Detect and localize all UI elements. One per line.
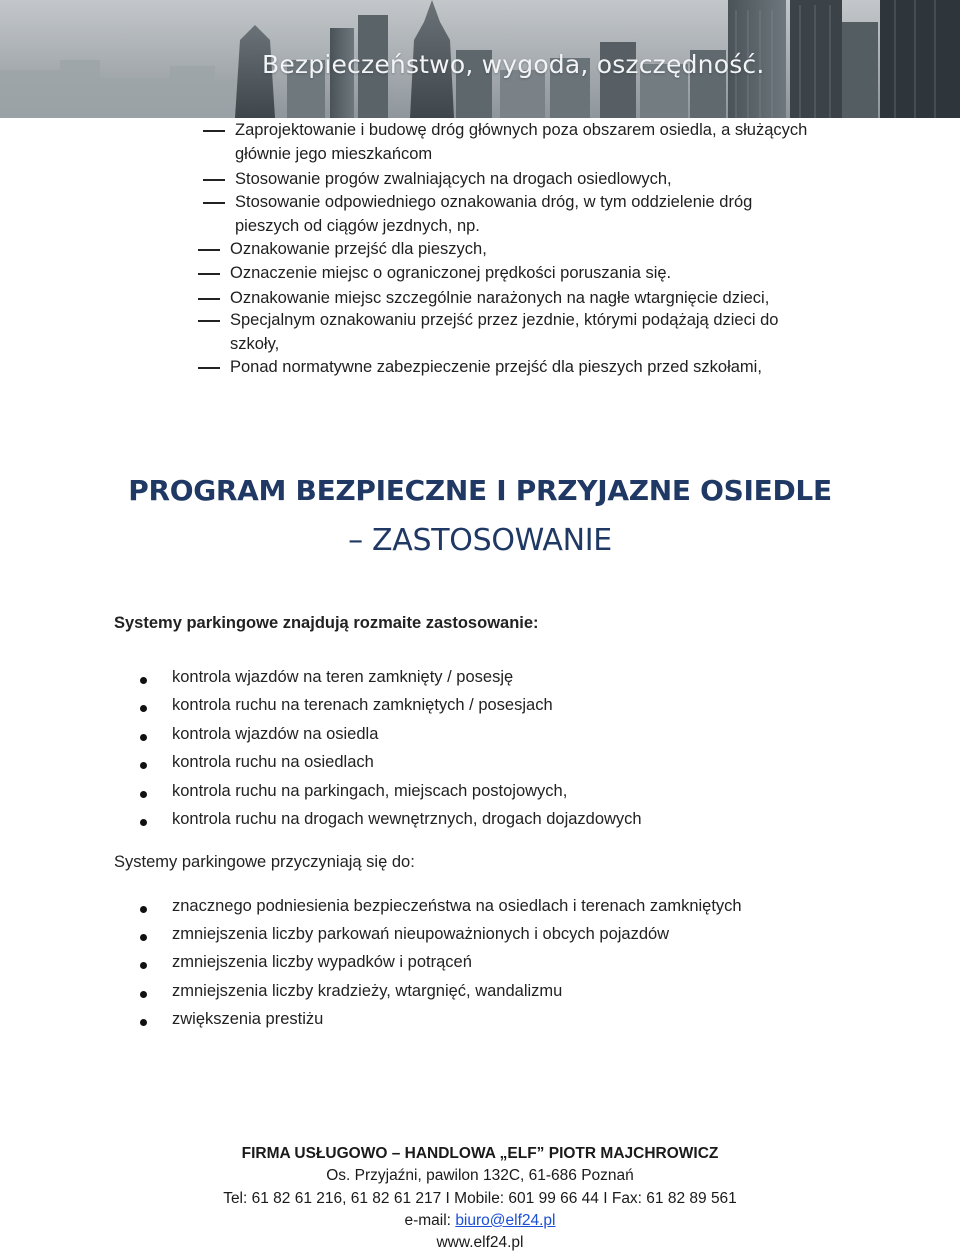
dash-bullet-icon bbox=[203, 130, 225, 132]
program-title bbox=[0, 466, 960, 566]
bullet-icon bbox=[140, 762, 147, 769]
list-item bbox=[0, 753, 960, 781]
list-item bbox=[0, 782, 960, 810]
list-item bbox=[0, 668, 960, 696]
list-item-text: kontrola ruchu na terenach zamkniętych / posesjach bbox=[172, 696, 553, 714]
bullet-icon bbox=[140, 991, 147, 998]
dash-bullet-icon bbox=[198, 298, 220, 300]
list-item-text: kontrola wjazdów na teren zamknięty / posesję bbox=[172, 668, 514, 686]
program-title-line1: PROGRAM BEZPIECZNE I PRZYJAZNE OSIEDLE bbox=[128, 474, 832, 507]
list-item bbox=[0, 897, 960, 925]
list-item bbox=[0, 1010, 960, 1038]
list-item-text: Oznaczenie miejsc o ograniczonej prędkości poruszania się. bbox=[230, 264, 672, 282]
list-item-text: kontrola ruchu na parkingach, miejscach postojowych, bbox=[172, 782, 568, 800]
company-email-line bbox=[0, 1210, 960, 1232]
applications-lead: Systemy parkingowe znajdują rozmaite zastosowanie: bbox=[114, 614, 539, 632]
list-item-text: Oznakowanie przejść dla pieszych, bbox=[230, 240, 487, 258]
dash-bullet-icon bbox=[203, 202, 225, 204]
header-banner bbox=[0, 0, 960, 118]
list-item-text: Ponad normatywne zabezpieczenie przejść dla pieszych przed szkołami, bbox=[230, 358, 762, 376]
footer bbox=[0, 1143, 960, 1254]
bullet-icon bbox=[140, 677, 147, 684]
benefits-lead: Systemy parkingowe przyczyniają się do: bbox=[114, 853, 415, 871]
company-address: Os. Przyjaźni, pawilon 132C, 61-686 Poznań bbox=[326, 1167, 634, 1185]
list-item-text: znacznego podniesienia bezpieczeństwa na osiedlach i terenach zamkniętych bbox=[172, 897, 742, 915]
bullet-icon bbox=[140, 705, 147, 712]
bullet-icon bbox=[140, 906, 147, 913]
dash-bullet-icon bbox=[203, 179, 225, 181]
bullet-icon bbox=[140, 734, 147, 741]
list-item-text: Stosowanie odpowiedniego oznakowania dróg, w tym oddzielenie dróg pieszych od ciągów jezdnych, np. bbox=[235, 193, 753, 235]
list-item-text: kontrola wjazdów na osiedla bbox=[172, 725, 379, 743]
bullet-icon bbox=[140, 791, 147, 798]
email-label: e-mail: bbox=[404, 1211, 456, 1229]
bullet-icon bbox=[140, 1019, 147, 1026]
program-title-line2: – ZASTOSOWANIE bbox=[348, 523, 612, 558]
list-item bbox=[0, 696, 960, 724]
list-item-text: zmniejszenia liczby kradzieży, wtargnięć, wandalizmu bbox=[172, 982, 563, 1000]
list-item-text: zmniejszenia liczby parkowań nieupoważnionych i obcych pojazdów bbox=[172, 925, 670, 943]
list-item bbox=[0, 925, 960, 953]
list-item bbox=[0, 725, 960, 753]
list-item-text: kontrola ruchu na drogach wewnętrznych, drogach dojazdowych bbox=[172, 810, 642, 828]
list-item-text: zmniejszenia liczby wypadków i potrąceń bbox=[172, 953, 472, 971]
dash-bullet-icon bbox=[198, 249, 220, 251]
list-item bbox=[0, 810, 960, 838]
banner-tagline: Bezpieczeństwo, wygoda, oszczędność. bbox=[262, 50, 765, 79]
list-item-text: Specjalnym oznakowaniu przejść przez jezdnie, którymi podążają dzieci do szkoły, bbox=[230, 311, 779, 353]
bullet-icon bbox=[140, 934, 147, 941]
bullet-icon bbox=[140, 819, 147, 826]
list-item bbox=[0, 953, 960, 981]
list-item-text: Zaprojektowanie i budowę dróg głównych poza obszarem osiedla, a służących głównie jego mieszkańcom bbox=[235, 121, 808, 163]
dash-bullet-icon bbox=[198, 367, 220, 369]
company-website: www.elf24.pl bbox=[436, 1234, 524, 1252]
dash-bullet-icon bbox=[198, 273, 220, 275]
list-item-text: kontrola ruchu na osiedlach bbox=[172, 753, 374, 771]
dash-bullet-icon bbox=[198, 320, 220, 322]
company-contact: Tel: 61 82 61 216, 61 82 61 217 I Mobile: 601 99 66 44 I Fax: 61 82 89 561 bbox=[223, 1189, 737, 1207]
bullet-icon bbox=[140, 962, 147, 969]
list-item bbox=[0, 982, 960, 1010]
list-item-text: zwiększenia prestiżu bbox=[172, 1010, 324, 1028]
list-item-text: Oznakowanie miejsc szczególnie narażonych na nagłe wtargnięcie dzieci, bbox=[230, 289, 770, 307]
company-name: FIRMA USŁUGOWO – HANDLOWA „ELF” PIOTR MAJCHROWICZ bbox=[241, 1145, 719, 1162]
email-link[interactable]: biuro@elf24.pl bbox=[455, 1211, 556, 1229]
list-item-text: Stosowanie progów zwalniających na drogach osiedlowych, bbox=[235, 170, 672, 188]
